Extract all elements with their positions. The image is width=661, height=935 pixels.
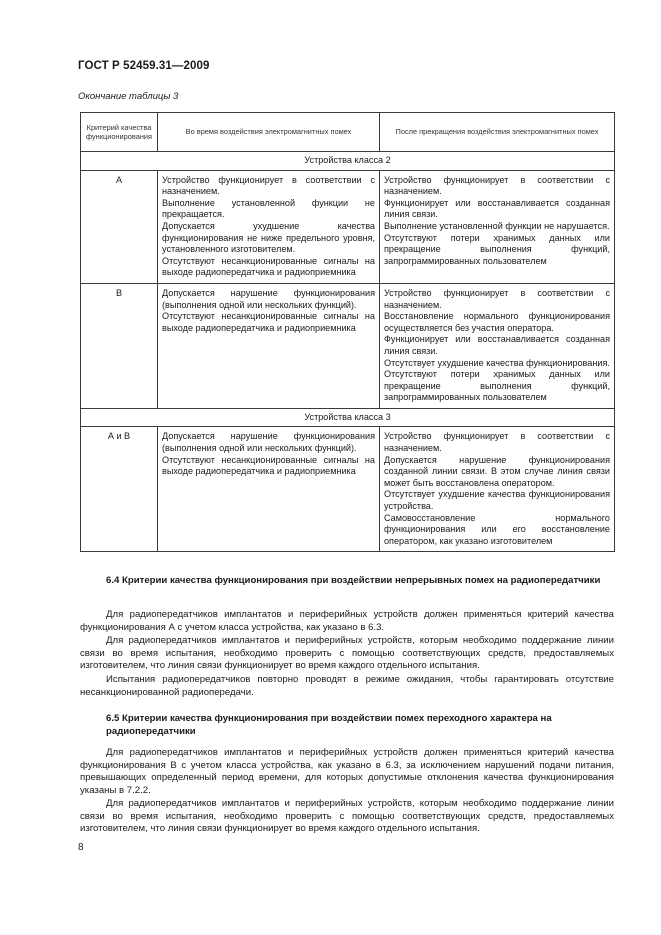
cell-line: Выполнение установленной функции не нарушается. xyxy=(384,220,610,231)
table-caption: Окончание таблицы 3 xyxy=(78,91,179,102)
header-after: После прекращения воздействия электромагнитных помех xyxy=(380,113,615,152)
cell-line: Отсутствуют несанкционированные сигналы на выходе радиопередатчика и радиоприемника xyxy=(162,311,375,333)
cell-line: Отсутствуют потери хранимых данных или прекращение выполнения функций, запрограммированных пользователем xyxy=(384,369,610,403)
cell-line: Устройство функционирует в соответствии с назначением. xyxy=(384,287,610,310)
cell-line: Отсутствуют несанкционированные сигналы на выходе радиопередатчика и радиоприемника xyxy=(162,255,375,278)
table-row xyxy=(81,283,615,408)
header-criterion: Критерий качества функционирования xyxy=(81,113,158,152)
criteria-table xyxy=(80,112,615,552)
section-6-5-paragraph: Для радиопередатчиков имплантатов и периферийных устройств, которым необходимо поддержание линии связи во время испытания, необходимо проверить с помощью соответствующих средств, предоставляемых изготовителем, что линия связи функционирует во время каждого отдельного испытания. xyxy=(80,798,614,835)
cell-line: Функционирует или восстанавливается созданная линия связи. xyxy=(384,334,610,356)
cell-line: Выполнение установленной функции не прекращается. xyxy=(162,197,375,220)
criterion-cell: А и В xyxy=(81,427,158,552)
criterion-cell: А xyxy=(81,170,158,283)
cell-line: Допускается нарушение функционирования (выполнения одной или нескольких функций). xyxy=(162,287,375,310)
table-header-row xyxy=(81,113,615,152)
during-cell xyxy=(158,283,380,408)
header-during: Во время воздействия электромагнитных помех xyxy=(158,113,380,152)
section-6-4-paragraph: Для радиопередатчиков имплантатов и периферийных устройств, которым необходимо поддержание линии связи во время испытания, необходимо проверить с помощью соответствующих средств, предоставляемых изготовителем, что линия связи функционирует во время каждого отдельного испытания. xyxy=(80,635,614,672)
section-6-5-title: 6.5 Критерии качества функционирования при воздействии помех переходного характера на радиопередатчики xyxy=(106,713,552,737)
section-6-4-paragraph: Для радиопередатчиков имплантатов и периферийных устройств должен применяться критерий качества функционирования А с учетом класса устройства, как указано в 6.3. xyxy=(80,609,614,633)
table-row xyxy=(81,427,615,552)
cell-line: Отсутствует ухудшение качества функционирования. xyxy=(384,357,610,368)
cell-line: Допускается нарушение функционирования созданной линии связи. В этом случае линия связи может быть восстановлена оператором. xyxy=(384,454,610,488)
cell-line: Функционирует или восстанавливается созданная линия связи. xyxy=(384,197,610,220)
page-number: 8 xyxy=(78,842,84,853)
after-cell xyxy=(380,427,615,552)
class-band-row xyxy=(81,408,615,427)
table-row xyxy=(81,170,615,283)
cell-line: Устройство функционирует в соответствии с назначением. xyxy=(384,431,610,454)
cell-line: Восстановление нормального функционирования осуществляется без участия оператора. xyxy=(384,311,610,333)
during-cell xyxy=(158,427,380,552)
during-cell xyxy=(158,170,380,283)
class-2-band: Устройства класса 2 xyxy=(81,152,615,171)
cell-line: Допускается нарушение функционирования (выполнения одной или нескольких функций). xyxy=(162,431,375,454)
section-6-5-paragraph: Для радиопередатчиков имплантатов и периферийных устройств должен применяться критерий качества функционирования В с учетом класса устройства, как указано в 6.3, за исключением нарушений подачи питания, превышающих определенный период времени, для которых допустимые отклонения качества функционирования указаны в 7.2.2. xyxy=(80,747,614,796)
after-cell xyxy=(380,170,615,283)
cell-line: Устройство функционирует в соответствии с назначением. xyxy=(384,174,610,197)
class-band-row xyxy=(81,152,615,171)
cell-line: Отсутствует ухудшение качества функционирования устройства. xyxy=(384,489,610,512)
section-6-4-title: 6.4 Критерии качества функционирования при воздействии непрерывных помех на радиопередатчики xyxy=(106,575,601,586)
class-3-band: Устройства класса 3 xyxy=(81,408,615,427)
document-code: ГОСТ Р 52459.31—2009 xyxy=(78,60,210,72)
cell-line: Отсутствуют потери хранимых данных или прекращение выполнения функций, запрограммированных пользователем xyxy=(384,232,610,266)
cell-line: Устройство функционирует в соответствии с назначением. xyxy=(162,174,375,197)
cell-line: Отсутствуют несанкционированные сигналы на выходе радиопередатчика и радиоприемника xyxy=(162,454,375,477)
section-6-4-paragraph: Испытания радиопередатчиков повторно проводят в режиме ожидания, чтобы гарантировать отсутствие несанкционированной радиопередачи. xyxy=(80,674,614,698)
cell-line: Допускается ухудшение качества функционирования не ниже предельного уровня, установленного изготовителем. xyxy=(162,220,375,255)
after-cell xyxy=(380,283,615,408)
cell-line: Самовосстановление нормального функционирования или его восстановление оператором, как указано изготовителем xyxy=(384,512,610,546)
criterion-cell: В xyxy=(81,283,158,408)
